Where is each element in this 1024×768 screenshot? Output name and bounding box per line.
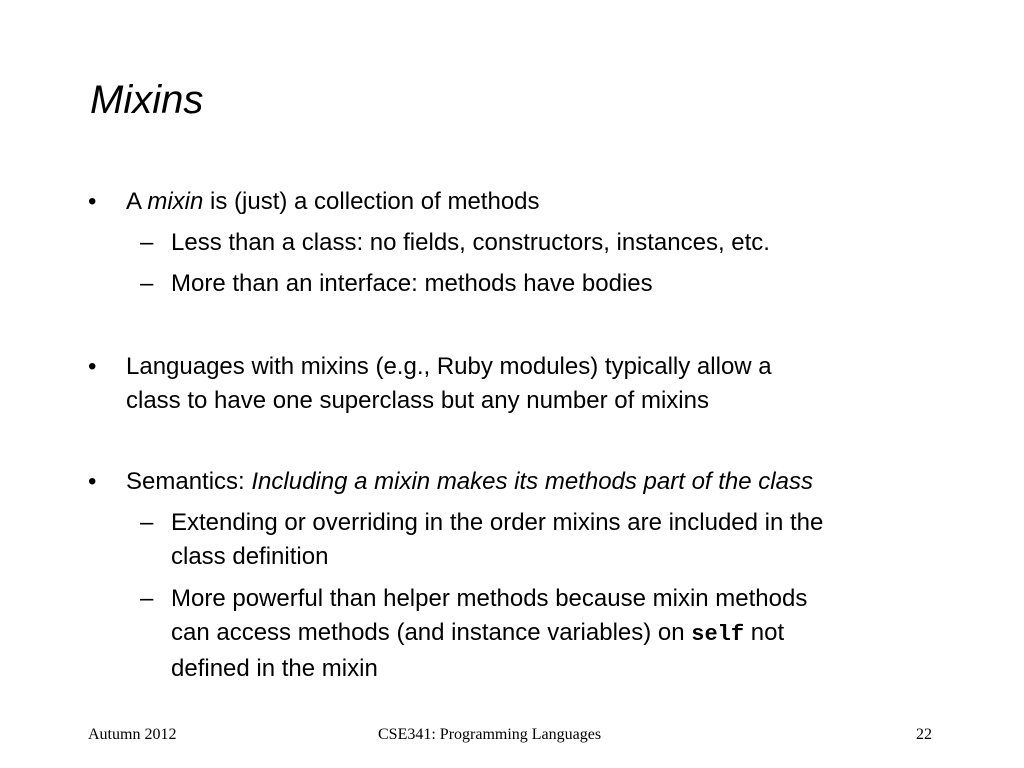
bullet-text-emphasis: Including a mixin makes its methods part of the class <box>251 468 813 495</box>
slide-title: Mixins <box>90 78 204 122</box>
sub-bullet-mark: – <box>140 585 154 612</box>
bullet-mark: • <box>88 188 97 215</box>
bullet-text-emphasis: mixin <box>147 188 204 215</box>
bullet-text <box>126 465 946 499</box>
bullet-mark: • <box>88 353 97 380</box>
bullet-text <box>126 350 946 418</box>
sub-bullet-line-2-after: not <box>744 619 785 646</box>
sub-bullet-mark: – <box>140 229 154 256</box>
sub-bullet-line-1: Extending or overriding in the order mixins are included in the <box>171 509 824 536</box>
sub-bullet-text <box>171 582 961 686</box>
footer-course: CSE341: Programming Languages <box>378 726 602 743</box>
bullet-text-after: is (just) a collection of methods <box>203 188 540 215</box>
sub-bullet-line-2-before: can access methods (and instance variables) on <box>171 619 692 646</box>
sub-bullet-text: Less than a class: no fields, constructors, instances, etc. <box>171 229 770 256</box>
sub-bullet-line-3: defined in the mixin <box>171 655 378 682</box>
self-keyword: self <box>691 622 745 647</box>
bullet-text-before: Semantics: <box>126 468 252 495</box>
bullet-text-before: A <box>126 188 148 215</box>
bullet-text <box>126 185 946 219</box>
bullet-line-1: Languages with mixins (e.g., Ruby modules) typically allow a <box>126 353 772 380</box>
sub-bullet-text <box>171 506 961 574</box>
footer-date: Autumn 2012 <box>88 726 177 743</box>
bullet-line-2: class to have one superclass but any number of mixins <box>126 387 709 414</box>
sub-bullet-text: More than an interface: methods have bodies <box>171 270 653 297</box>
sub-bullet-line-2: class definition <box>171 543 329 570</box>
footer-page-number: 22 <box>916 726 932 743</box>
sub-bullet-mark: – <box>140 509 154 536</box>
bullet-mark: • <box>88 468 97 495</box>
sub-bullet-mark: – <box>140 270 154 297</box>
sub-bullet-line-1: More powerful than helper methods because mixin methods <box>171 585 808 612</box>
